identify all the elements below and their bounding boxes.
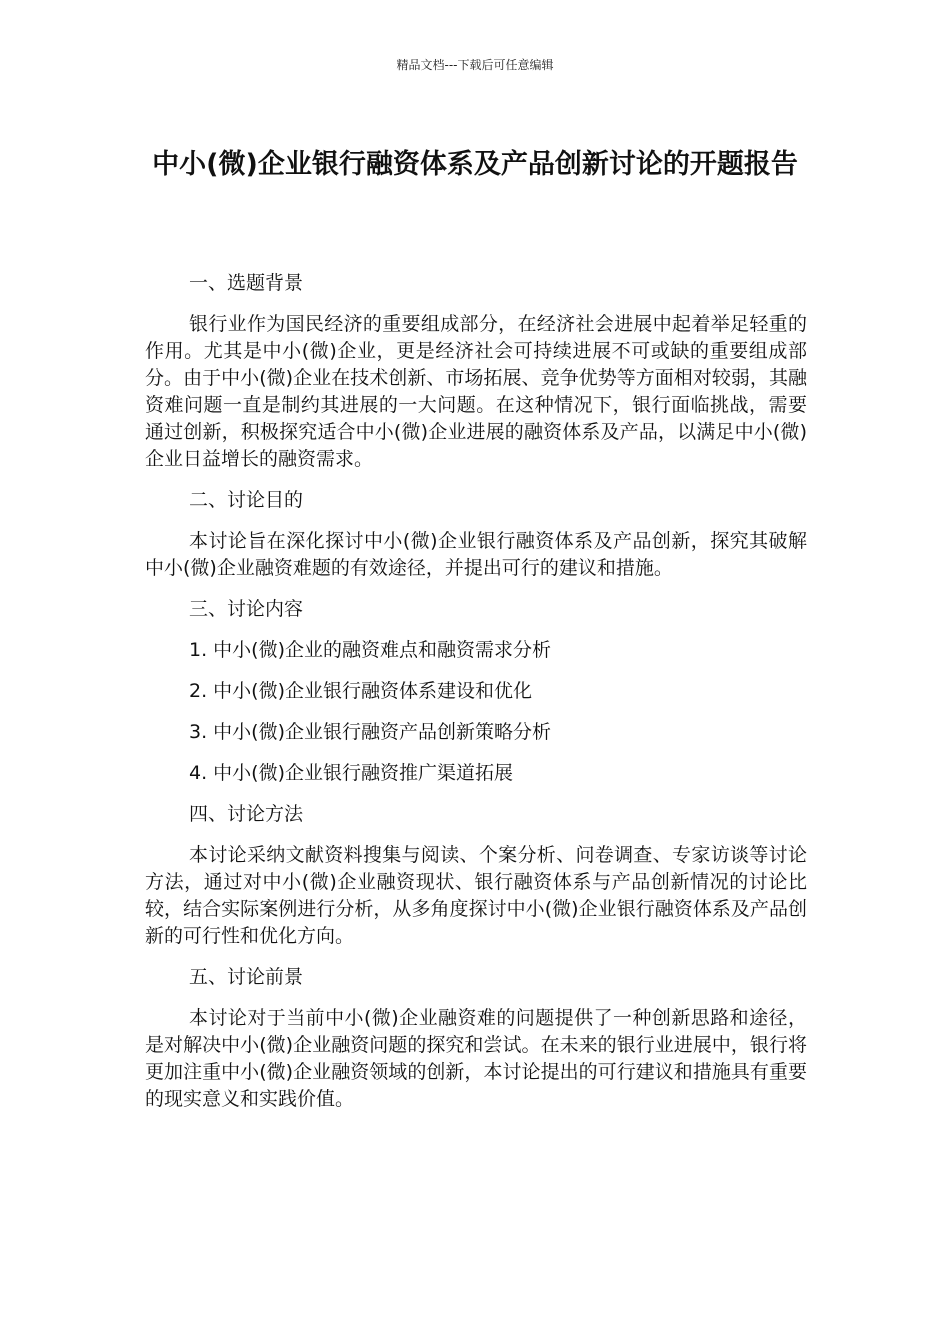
section-paragraph-background: 银行业作为国民经济的重要组成部分，在经济社会进展中起着举足轻重的作用。尤其是中小(微)企业，更是经济社会可持续进展不可或缺的重要组成部分。由于中小(微)企业在技术创新、市场拓展、竞争优势等方面相对较弱，其融资难问题一直是制约其进展的一大问题。在这种情况下，银行面临挑战，需要通过创新，积极探究适合中小(微)企业进展的融资体系及产品，以满足中小(微)企业日益增长的融资需求。 <box>145 313 807 470</box>
list-item: 3. 中小(微)企业银行融资产品创新策略分析 <box>189 721 551 743</box>
section-paragraph-prospects: 本讨论对于当前中小(微)企业融资难的问题提供了一种创新思路和途径，是对解决中小(微)企业融资问题的探究和尝试。在未来的银行业进展中，银行将更加注重中小(微)企业融资领域的创新，本讨论提出的可行建议和措施具有重要的现实意义和实践价值。 <box>145 1007 807 1110</box>
list-item: 1. 中小(微)企业的融资难点和融资需求分析 <box>189 639 551 661</box>
document-title: 中小(微)企业银行融资体系及产品创新讨论的开题报告 <box>152 149 798 180</box>
section-paragraph-methods: 本讨论采纳文献资料搜集与阅读、个案分析、问卷调查、专家访谈等讨论方法，通过对中小(微)企业融资现状、银行融资体系与产品创新情况的讨论比较，结合实际案例进行分析，从多角度探讨中小(微)企业银行融资体系及产品创新的可行性和优化方向。 <box>145 844 807 947</box>
header-note: 精品文档---下载后可任意编辑 <box>396 58 554 72</box>
list-item: 4. 中小(微)企业银行融资推广渠道拓展 <box>189 762 513 784</box>
section-heading-prospects: 五、讨论前景 <box>189 966 304 988</box>
section-heading-purpose: 二、讨论目的 <box>189 489 304 511</box>
document-body <box>145 270 807 1127</box>
list-item: 2. 中小(微)企业银行融资体系建设和优化 <box>189 680 532 702</box>
section-heading-methods: 四、讨论方法 <box>189 803 304 825</box>
section-paragraph-purpose: 本讨论旨在深化探讨中小(微)企业银行融资体系及产品创新，探究其破解中小(微)企业融资难题的有效途径，并提出可行的建议和措施。 <box>145 530 807 579</box>
section-heading-content: 三、讨论内容 <box>189 598 304 620</box>
section-heading-background: 一、选题背景 <box>189 272 304 294</box>
